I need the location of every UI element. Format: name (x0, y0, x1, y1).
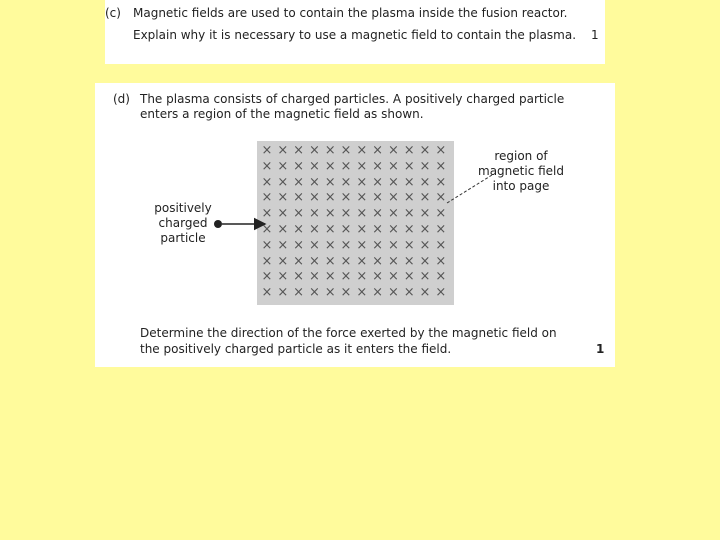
field-cross: × (277, 174, 289, 190)
field-cross: × (293, 158, 305, 174)
field-cross: × (419, 174, 431, 190)
field-cross: × (261, 174, 273, 190)
diagram-annotations (95, 83, 615, 367)
question-d-intro-line-1: The plasma consists of charged particles. A positively charged particle (140, 92, 565, 106)
field-cross: × (293, 269, 305, 285)
field-cross: × (419, 206, 431, 222)
field-cross: × (308, 143, 320, 158)
field-cross: × (293, 143, 305, 158)
field-cross: × (356, 222, 368, 237)
field-cross: × (261, 285, 273, 301)
field-cross: × (403, 190, 415, 206)
field-cross: × (372, 190, 384, 206)
field-cross: × (277, 269, 289, 285)
field-label-line-2: magnetic field (478, 164, 564, 178)
field-cross: × (340, 158, 352, 174)
field-cross: × (435, 190, 447, 206)
field-cross: × (308, 158, 320, 174)
field-cross: × (419, 158, 431, 174)
field-cross: × (308, 237, 320, 253)
field-cross: × (308, 285, 320, 301)
question-c-marks: 1 (591, 28, 599, 42)
field-cross: × (372, 206, 384, 222)
field-cross: × (419, 269, 431, 285)
field-cross: × (372, 285, 384, 301)
field-label-line-3: into page (492, 179, 550, 193)
field-cross: × (277, 237, 289, 253)
field-cross: × (308, 190, 320, 206)
question-d-label: (d) (113, 92, 130, 106)
particle-label-line-1: positively (154, 201, 212, 215)
field-cross: × (403, 253, 415, 269)
field-cross: × (356, 269, 368, 285)
field-cross: × (387, 285, 399, 301)
field-cross: × (308, 253, 320, 269)
field-cross: × (340, 237, 352, 253)
field-cross: × (324, 269, 336, 285)
field-cross: × (403, 237, 415, 253)
field-cross: × (293, 222, 305, 237)
field-cross: × (261, 206, 273, 222)
field-cross: × (277, 190, 289, 206)
charged-particle-dot (214, 220, 222, 228)
field-cross: × (356, 285, 368, 301)
question-d-card (95, 83, 615, 367)
field-cross: × (340, 206, 352, 222)
field-cross: × (387, 237, 399, 253)
field-cross: × (435, 174, 447, 190)
field-cross: × (293, 174, 305, 190)
particle-label-line-2: charged (158, 216, 208, 230)
field-cross: × (261, 237, 273, 253)
field-cross: × (293, 253, 305, 269)
field-cross: × (324, 253, 336, 269)
question-c-card (105, 0, 605, 64)
field-cross: × (387, 143, 399, 158)
question-d-line-1: Determine the direction of the force exerted by the magnetic field on (140, 326, 557, 340)
field-cross: × (324, 158, 336, 174)
field-cross: × (435, 237, 447, 253)
field-cross: × (356, 158, 368, 174)
question-c-label: (c) (105, 6, 121, 20)
field-cross: × (419, 285, 431, 301)
field-cross: × (308, 174, 320, 190)
field-cross: × (387, 206, 399, 222)
field-cross: × (324, 206, 336, 222)
field-cross: × (419, 143, 431, 158)
field-cross: × (435, 253, 447, 269)
field-cross: × (277, 158, 289, 174)
field-cross: × (308, 222, 320, 237)
field-cross: × (293, 206, 305, 222)
field-cross: × (340, 190, 352, 206)
field-cross: × (403, 174, 415, 190)
field-cross: × (324, 237, 336, 253)
field-cross: × (403, 222, 415, 237)
field-cross: × (403, 206, 415, 222)
field-cross: × (419, 237, 431, 253)
field-cross: × (293, 190, 305, 206)
field-cross: × (324, 222, 336, 237)
field-cross: × (387, 174, 399, 190)
field-cross: × (387, 269, 399, 285)
question-d-marks: 1 (596, 342, 605, 356)
field-cross: × (261, 222, 273, 237)
particle-label-line-3: particle (160, 231, 206, 245)
field-cross: × (435, 158, 447, 174)
field-cross: × (261, 158, 273, 174)
field-cross: × (293, 285, 305, 301)
field-cross: × (324, 285, 336, 301)
field-cross: × (419, 253, 431, 269)
field-cross: × (340, 285, 352, 301)
field-cross: × (435, 222, 447, 237)
field-label-pointer (447, 175, 492, 203)
field-cross: × (372, 143, 384, 158)
question-d-intro-line-2: enters a region of the magnetic field as shown. (140, 107, 424, 121)
field-cross: × (403, 158, 415, 174)
field-cross: × (419, 190, 431, 206)
field-cross: × (372, 237, 384, 253)
field-cross: × (372, 158, 384, 174)
question-c-line-1: Magnetic fields are used to contain the plasma inside the fusion reactor. (133, 6, 568, 20)
field-cross: × (435, 285, 447, 301)
field-cross: × (293, 237, 305, 253)
field-cross: × (403, 285, 415, 301)
field-cross: × (372, 269, 384, 285)
field-cross: × (324, 143, 336, 158)
field-cross: × (403, 269, 415, 285)
field-cross: × (261, 143, 273, 158)
field-cross: × (261, 253, 273, 269)
field-cross: × (308, 206, 320, 222)
field-cross: × (356, 206, 368, 222)
field-cross: × (356, 143, 368, 158)
field-cross: × (277, 143, 289, 158)
field-cross: × (261, 190, 273, 206)
field-cross: × (372, 174, 384, 190)
field-cross: × (372, 222, 384, 237)
field-cross: × (356, 237, 368, 253)
field-cross: × (277, 285, 289, 301)
field-cross: × (435, 269, 447, 285)
field-cross: × (340, 222, 352, 237)
field-cross: × (372, 253, 384, 269)
field-cross: × (340, 174, 352, 190)
field-cross: × (261, 269, 273, 285)
question-c-line-2: Explain why it is necessary to use a magnetic field to contain the plasma. (133, 28, 577, 42)
field-cross: × (435, 143, 447, 158)
field-cross: × (340, 143, 352, 158)
field-cross: × (387, 222, 399, 237)
field-cross: × (277, 206, 289, 222)
field-cross: × (435, 206, 447, 222)
field-cross: × (277, 253, 289, 269)
field-cross: × (308, 269, 320, 285)
field-label-line-1: region of (494, 149, 548, 163)
field-cross: × (277, 222, 289, 237)
field-cross: × (324, 174, 336, 190)
field-cross: × (324, 190, 336, 206)
field-cross: × (387, 253, 399, 269)
question-d-line-2: the positively charged particle as it enters the field. (140, 342, 452, 356)
field-cross: × (356, 174, 368, 190)
field-cross: × (340, 269, 352, 285)
field-cross: × (419, 222, 431, 237)
field-cross: × (387, 158, 399, 174)
field-cross: × (356, 253, 368, 269)
field-cross: × (356, 190, 368, 206)
field-cross: × (387, 190, 399, 206)
field-cross: × (340, 253, 352, 269)
field-cross: × (403, 143, 415, 158)
